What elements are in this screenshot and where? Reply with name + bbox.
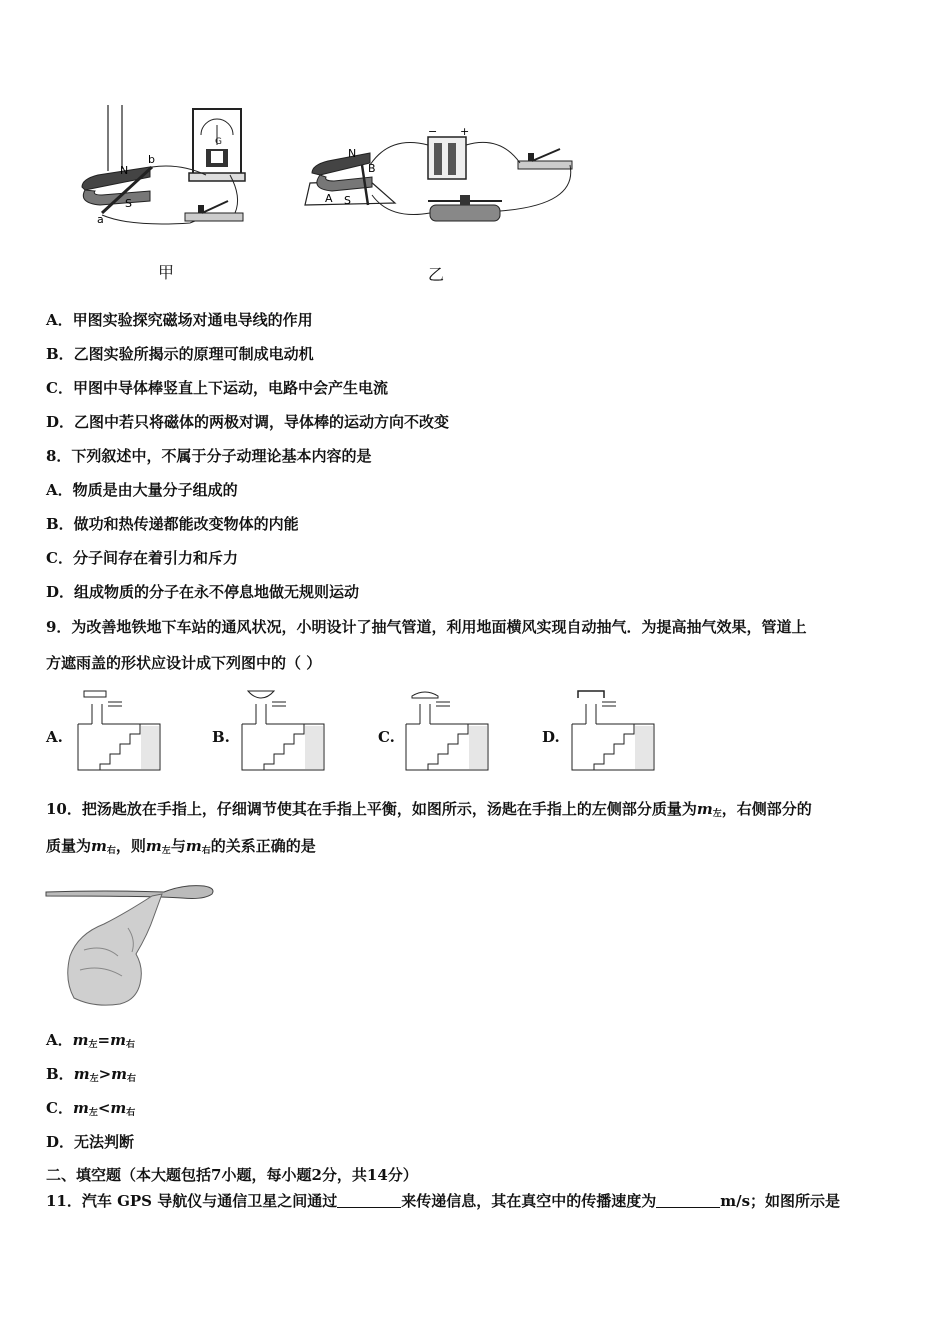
q10-option-c-rel: <	[97, 1099, 111, 1117]
q10-m-symbol: m	[110, 1099, 127, 1117]
q11-text-3: m/s；如图所示是	[720, 1192, 841, 1210]
caption-yi: 乙	[428, 265, 445, 284]
q10-left-sub: 左	[712, 809, 722, 819]
q10-m-symbol: m	[73, 1065, 90, 1083]
q10-m-symbol: m	[91, 837, 107, 855]
jia-b-label: b	[148, 153, 155, 166]
q7-option-a: A．甲图实验探究磁场对通电导线的作用	[46, 311, 313, 329]
q10-right-sub: 右	[125, 1040, 135, 1050]
q8-option-a: A．物质是由大量分子组成的	[46, 481, 238, 499]
figure-jia	[70, 105, 270, 235]
q10-m-symbol: m	[72, 1099, 89, 1117]
q10-option-b	[46, 1064, 136, 1089]
q10-right-sub: 右	[201, 846, 211, 856]
q11-text-1: 11．汽车 GPS 导航仪与通信卫星之间通过	[46, 1192, 338, 1210]
q9-stem-line2: 方遮雨盖的形状应设计成下列图中的（ ）	[46, 654, 322, 672]
q11-blank-2[interactable]	[656, 1193, 720, 1208]
figure-yi	[300, 125, 580, 240]
q9-stem-line1: 9．为改善地铁地下车站的通风状况，小明设计了抽气管道，利用地面横风实现自动抽气．为提高抽气效果，管道上	[46, 618, 807, 636]
q10-right-sub: 右	[106, 846, 116, 856]
q9-diagram-d	[568, 688, 658, 773]
battery-minus-label: −	[428, 125, 438, 138]
q10-left-sub: 左	[88, 1040, 98, 1050]
yi-b-label: B	[368, 162, 376, 175]
q10-left-sub: 左	[89, 1074, 99, 1084]
jia-n-label: N	[120, 164, 129, 177]
spoon-on-finger-illustration	[44, 880, 219, 1010]
q9-diagram-a	[74, 688, 164, 773]
q10-text-2b: ，则	[115, 837, 146, 855]
q7-option-d: D．乙图中若只将磁体的两极对调，导体棒的运动方向不改变	[46, 413, 450, 431]
q10-m-symbol: m	[696, 800, 713, 818]
q10-right-sub: 右	[127, 1074, 137, 1084]
q8-stem: 8．下列叙述中，不属于分子动理论基本内容的是	[46, 447, 372, 465]
q10-right-sub: 右	[126, 1108, 136, 1118]
q10-option-c-key: C．	[46, 1099, 73, 1117]
q11-blank-1[interactable]	[337, 1193, 401, 1208]
jia-s-label: S	[125, 197, 132, 210]
q10-m-symbol: m	[145, 837, 162, 855]
q10-option-d: D．无法判断	[46, 1133, 135, 1151]
q9-option-b-label: B.	[212, 728, 230, 746]
q11-text-2: 来传递信息，其在真空中的传播速度为	[401, 1192, 657, 1210]
q10-option-b-rel: >	[98, 1065, 112, 1083]
q10-text-2a: 质量为	[46, 837, 92, 855]
jia-a-label: a	[97, 213, 104, 226]
q10-m-symbol: m	[72, 1031, 89, 1049]
q7-option-c: C．甲图中导体棒竖直上下运动，电路中会产生电流	[46, 379, 388, 397]
caption-jia: 甲	[158, 263, 175, 282]
q10-text-1b: ，右侧部分的	[721, 800, 812, 818]
q10-option-c	[46, 1098, 135, 1123]
q10-stem-line2	[46, 836, 316, 861]
q10-left-sub: 左	[88, 1108, 98, 1118]
q11-stem	[46, 1191, 840, 1211]
q9-diagram-c	[402, 688, 492, 773]
yi-n-label: N	[348, 147, 357, 160]
q8-option-d: D．组成物质的分子在永不停息地做无规则运动	[46, 583, 360, 601]
q8-option-b: B．做功和热传递都能改变物体的内能	[46, 515, 299, 533]
galvanometer-g-label: G	[215, 137, 222, 147]
q10-m-symbol: m	[185, 837, 202, 855]
battery-plus-label: +	[460, 125, 470, 138]
q9-option-a-label: A.	[46, 728, 63, 746]
q10-option-a-rel: =	[97, 1031, 111, 1049]
q9-option-c-label: C.	[378, 728, 395, 746]
q10-text-2c: 与	[170, 837, 186, 855]
q10-m-symbol: m	[111, 1065, 128, 1083]
yi-a-label: A	[325, 192, 333, 205]
yi-s-label: S	[344, 194, 351, 207]
q10-stem-line1	[46, 799, 812, 824]
q10-text-2d: 的关系正确的是	[210, 837, 316, 855]
q9-diagram-b	[238, 688, 328, 773]
q10-left-sub: 左	[161, 846, 171, 856]
q10-m-symbol: m	[110, 1031, 126, 1049]
q10-text-1a: 10．把汤匙放在手指上，仔细调节使其在手指上平衡，如图所示，汤匙在手指上的左侧部分质量为	[46, 800, 697, 818]
q7-option-b: B．乙图实验所揭示的原理可制成电动机	[46, 345, 314, 363]
q10-option-b-key: B．	[46, 1065, 74, 1083]
section2-heading: 二、填空题（本大题包括7小题，每小题2分，共14分）	[46, 1166, 418, 1184]
q10-option-a-key: A．	[46, 1031, 73, 1049]
q10-option-a	[46, 1030, 135, 1055]
q8-option-c: C．分子间存在着引力和斥力	[46, 549, 238, 567]
q9-option-d-label: D.	[542, 728, 560, 746]
